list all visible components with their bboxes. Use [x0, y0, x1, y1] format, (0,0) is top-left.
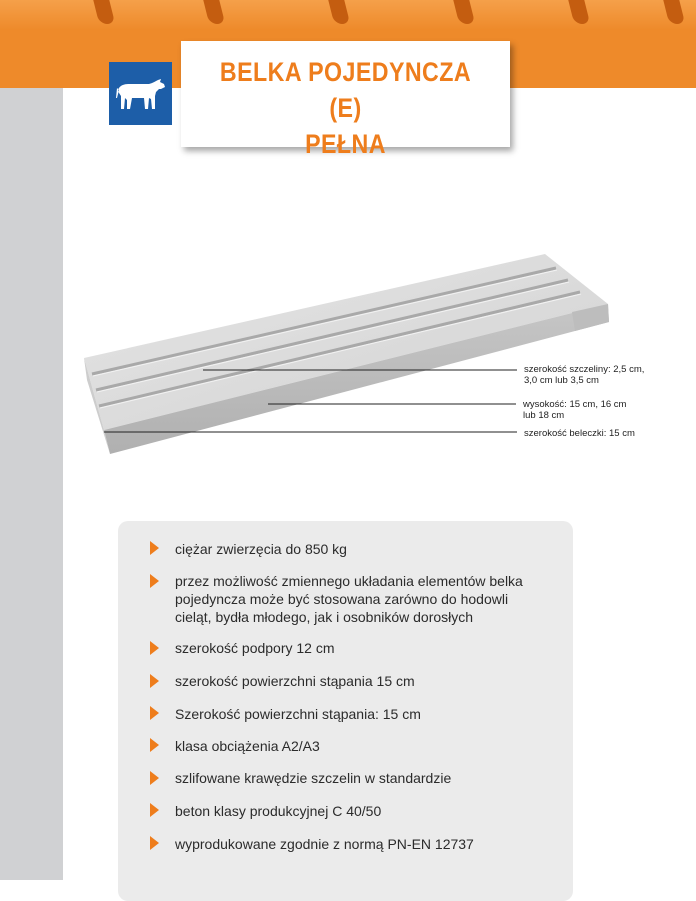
- title-card: [181, 41, 510, 159]
- bullet-icon: [150, 574, 159, 588]
- callout-height-line2: lub 18 cm: [523, 410, 565, 421]
- bullet-icon: [150, 836, 159, 850]
- bullet-icon: [150, 706, 159, 720]
- spec-item-line: cieląt, bydła młodego, jak i osobników dorosłych: [175, 609, 474, 625]
- cow-icon-box: [109, 62, 172, 125]
- bullet-icon: [150, 641, 159, 655]
- spec-item: wyprodukowane zgodnie z normą PN-EN 12737: [175, 836, 474, 852]
- callout-slot-width-line2: 3,0 cm lub 3,5 cm: [524, 375, 599, 386]
- spec-item: ciężar zwierzęcia do 850 kg: [175, 541, 347, 557]
- callout-height-line1: wysokość: 15 cm, 16 cm: [523, 399, 627, 410]
- spec-item-line: pojedyncza może być stosowana zarówno do hodowli: [175, 591, 509, 607]
- callout-slot-width: [524, 364, 644, 386]
- spec-item: Szerokość powierzchni stąpania: 15 cm: [175, 706, 421, 722]
- bullet-icon: [150, 541, 159, 555]
- bullet-icon: [150, 803, 159, 817]
- spec-item: klasa obciążenia A2/A3: [175, 738, 320, 754]
- bullet-icon: [150, 738, 159, 752]
- spec-item: beton klasy produkcyjnej C 40/50: [175, 803, 382, 819]
- callout-beam-width-line: szerokość beleczki: 15 cm: [524, 428, 635, 439]
- callout-slot-width-line1: szerokość szczeliny: 2,5 cm,: [524, 364, 645, 375]
- spec-item: szerokość powierzchni stąpania 15 cm: [175, 673, 415, 689]
- callout-height: [523, 399, 626, 421]
- page-title-line2: PEŁNA: [305, 129, 386, 159]
- spec-item: szlifowane krawędzie szczelin w standardzie: [175, 770, 452, 786]
- page-title-line1: BELKA POJEDYNCZA (E): [219, 57, 472, 123]
- side-band: [0, 88, 63, 880]
- spec-item: szerokość podpory 12 cm: [175, 640, 335, 656]
- spec-item-line: przez możliwość zmiennego układania elementów belka: [175, 573, 523, 589]
- bullet-icon: [150, 771, 159, 785]
- bullet-icon: [150, 674, 159, 688]
- callout-beam-width: [524, 428, 635, 439]
- cow-icon: [115, 76, 167, 112]
